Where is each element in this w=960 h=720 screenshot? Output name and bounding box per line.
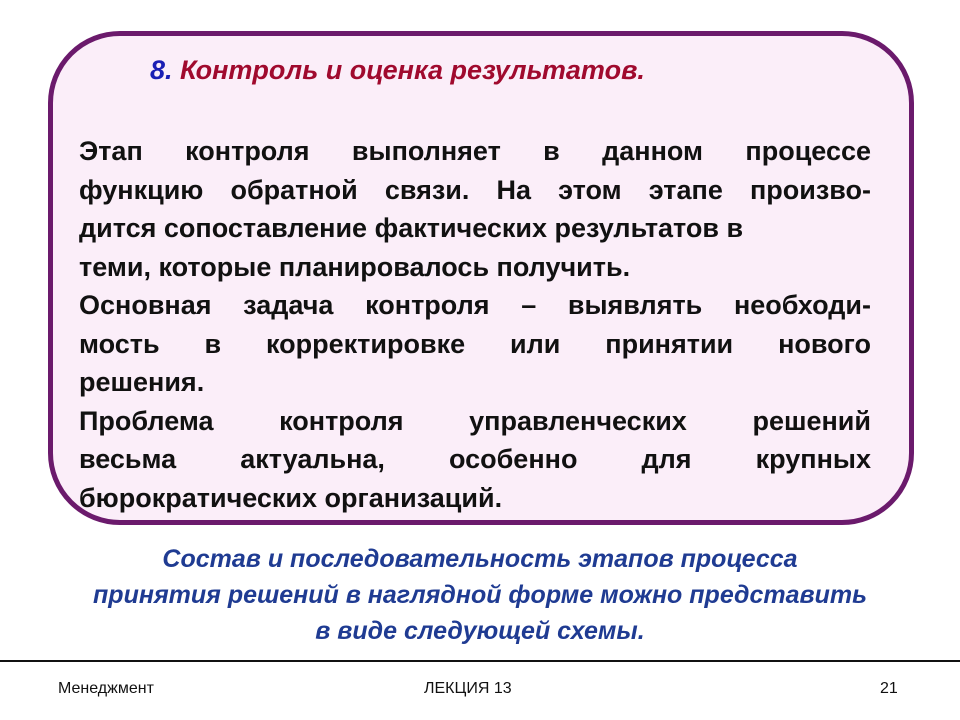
footer-divider	[0, 660, 960, 662]
body-line: дится сопоставление фактических результатов в	[79, 213, 744, 243]
body-text	[79, 132, 871, 517]
footer-lecture: ЛЕКЦИЯ 13	[424, 680, 512, 697]
body-line: решения.	[79, 367, 205, 397]
body-line: теми, которые планировалось получить.	[79, 251, 631, 282]
body-line: бюрократических организаций.	[79, 482, 503, 513]
footer-course: Менеджмент	[58, 680, 154, 697]
caption-line: Состав и последовательность этапов процесса	[162, 545, 798, 573]
caption-line: принятия решений в наглядной форме можно представить	[93, 581, 867, 609]
caption-line: в виде следующей схемы.	[315, 617, 645, 645]
section-number: 8.	[150, 55, 173, 85]
body-line: Основная задача контроля – выявлять необходи-	[79, 290, 871, 320]
body-line: Проблема контроля управленческих решений	[79, 405, 871, 436]
body-line: функцию обратной связи. На этом этапе произво-	[79, 174, 871, 205]
body-line: Этап контроля выполняет в данном процессе	[79, 136, 871, 166]
body-line: мость в корректировке или принятии нового	[79, 328, 871, 359]
section-title: Контроль и оценка результатов.	[172, 55, 645, 85]
page-number: 21	[880, 680, 898, 697]
body-line: весьма актуальна, особенно для крупных	[79, 444, 871, 474]
caption	[0, 541, 960, 649]
section-heading	[150, 55, 645, 86]
